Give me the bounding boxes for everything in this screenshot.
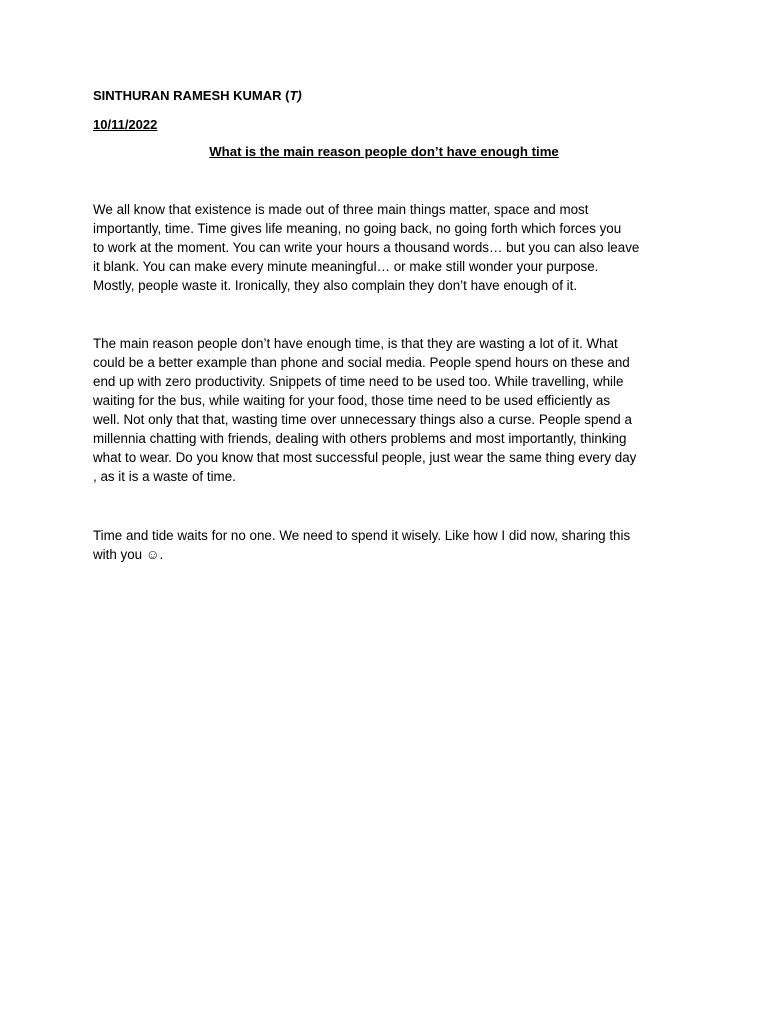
author-name-suffix: T) xyxy=(289,88,302,103)
paragraph-line: The main reason people don’t have enough time, is that they are wasting a lot of it. What xyxy=(93,336,618,351)
paragraph-line: well. Not only that that, wasting time over unnecessary things also a curse. People spend a xyxy=(93,412,632,427)
paragraph-line: , as it is a waste of time. xyxy=(93,469,236,484)
paragraph-line: with you ☺. xyxy=(93,547,164,562)
paragraph-line: Time and tide waits for no one. We need to spend it wisely. Like how I did now, sharing this xyxy=(93,528,631,543)
paragraph-line: waiting for the bus, while waiting for your food, those time need to be used efficiently as xyxy=(93,393,611,408)
paragraph-line: We all know that existence is made out of three main things matter, space and most xyxy=(93,202,589,217)
paragraph-3 xyxy=(93,526,683,564)
paragraph-line: millennia chatting with friends, dealing with others problems and most importantly, thinking xyxy=(93,431,627,446)
paragraph-2 xyxy=(93,334,683,486)
paragraph-1 xyxy=(93,200,683,295)
document-title: What is the main reason people don’t have enough time xyxy=(209,144,559,159)
author-name-text: SINTHURAN RAMESH KUMAR ( xyxy=(93,88,290,103)
paragraph-line: end up with zero productivity. Snippets of time need to be used too. While travelling, while xyxy=(93,374,624,389)
author-name xyxy=(93,87,302,105)
paragraph-line: to work at the moment. You can write your hours a thousand words… but you can also leave xyxy=(93,240,640,255)
paragraph-line: importantly, time. Time gives life meaning, no going back, no going forth which forces you xyxy=(93,221,622,236)
paragraph-line: could be a better example than phone and social media. People spend hours on these and xyxy=(93,355,630,370)
paragraph-line: it blank. You can make every minute meaningful… or make still wonder your purpose. xyxy=(93,259,599,274)
paragraph-line: Mostly, people waste it. Ironically, they also complain they don’t have enough of it. xyxy=(93,278,578,293)
document-date: 10/11/2022 xyxy=(93,117,158,132)
paragraph-line: what to wear. Do you know that most successful people, just wear the same thing every day xyxy=(93,450,637,465)
